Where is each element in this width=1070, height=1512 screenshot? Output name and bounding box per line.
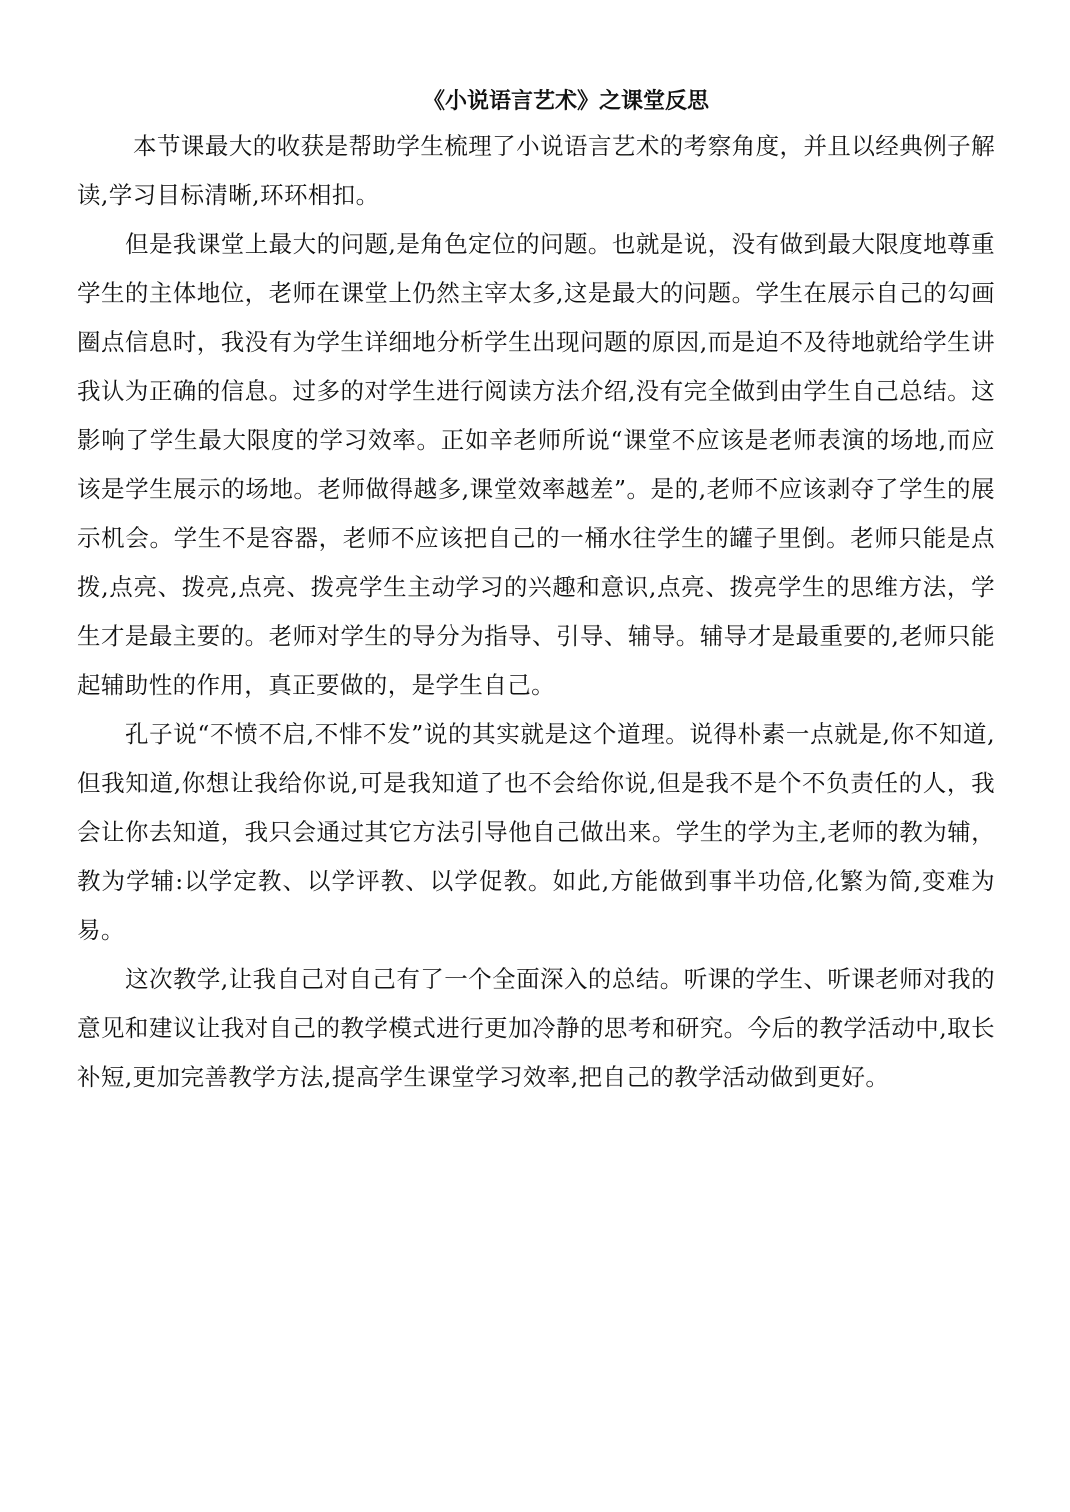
document-title: 《小说语言艺术》之课堂反思 — [422, 88, 709, 114]
paragraph-2: 但是我课堂上最大的问题,是角色定位的问题。也就是说，没有做到最大限度地尊重学生的主体地位，老师在课堂上仍然主宰太多,这是最大的问题。学生在展示自己的勾画圈点信息时，我没有为学生详细地分析学生出现问题的原因,而是迫不及待地就给学生讲我认为正确的信息。过多的对学生进行阅读方法介绍,没有完全做到由学生自己总结。这影响了学生最大限度的学习效率。正如辛老师所说“课堂不应该是老师表演的场地,而应该是学生展示的场地。老师做得越多,课堂效率越差”。是的,老师不应该剥夺了学生的展示机会。学生不是容器，老师不应该把自己的一桶水往学生的罐子里倒。老师只能是点拨,点亮、拨亮,点亮、拨亮学生主动学习的兴趣和意识,点亮、拨亮学生的思维方法，学生才是最主要的。老师对学生的导分为指导、引导、辅导。辅导才是最重要的,老师只能起辅助性的作用，真正要做的，是学生自己。 — [77, 230, 995, 699]
document-page — [77, 84, 995, 1102]
paragraph-3: 孔子说“不愤不启,不悱不发”说的其实就是这个道理。说得朴素一点就是,你不知道,但我知道,你想让我给你说,可是我知道了也不会给你说,但是我不是个不负责任的人，我会让你去知道，我只会通过其它方法引导他自己做出来。学生的学为主,老师的教为辅，教为学辅:以学定教、以学评教、以学促教。如此,方能做到事半功倍,化繁为简,变难为易。 — [77, 720, 995, 944]
paragraph-1: 本节课最大的收获是帮助学生梳理了小说语言艺术的考察角度，并且以经典例子解读,学习目标清晰,环环相扣。 — [77, 132, 995, 209]
paragraph-4: 这次教学,让我自己对自己有了一个全面深入的总结。听课的学生、听课老师对我的意见和建议让我对自己的教学模式进行更加冷静的思考和研究。今后的教学活动中,取长补短,更加完善教学方法,提高学生课堂学习效率,把自己的教学活动做到更好。 — [77, 965, 995, 1091]
